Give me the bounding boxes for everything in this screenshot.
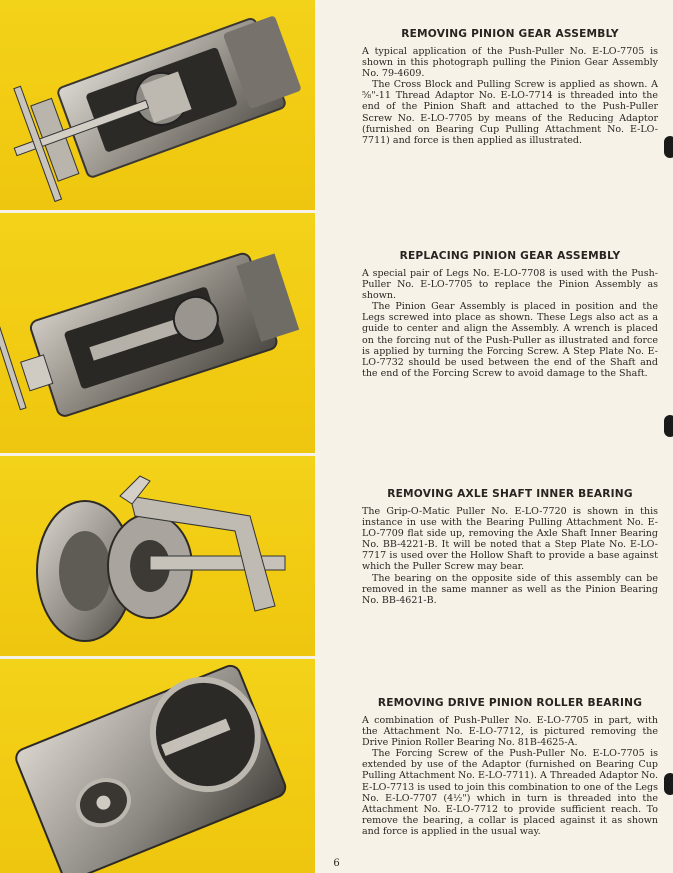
section-title: REMOVING DRIVE PINION ROLLER BEARING — [377, 697, 643, 709]
section-removing-axle-shaft-bearing — [362, 488, 658, 606]
binder-hole — [664, 773, 673, 795]
photo-pinion-gear-removal — [0, 0, 315, 210]
page-number: 6 — [333, 858, 340, 869]
section-paragraph: The Cross Block and Pulling Screw is applied as shown. A ⅝"-11 Thread Adaptor No. E-LO-7714 is threaded into the end of the Pinion Shaft and attached to the Push-Puller Screw No. E-LO-7705 by means of the Reducing Adaptor (furnished on Bearing Cup Pulling Attachment No. E-LO-7711) and force is then applied as illustrated. — [362, 79, 658, 146]
section-paragraph: A typical application of the Push-Puller No. E-LO-7705 is shown in this photograph pulling the Pinion Gear Assembly No. 79-4609. — [362, 46, 658, 80]
section-paragraph: The Pinion Gear Assembly is placed in position and the Legs screwed into place as shown. These Legs also act as a guide to center and align the Assembly. A wrench is placed on the forcing nut of the Push-Puller as illustrated and force is applied by turning the Forcing Screw. A Step Plate No. E-LO-7732 should be used between the end of the Shaft and the end of the Forcing Screw to avoid damage to the Shaft. — [362, 301, 658, 379]
section-removing-pinion-gear — [362, 28, 658, 146]
section-title: REMOVING PINION GEAR ASSEMBLY — [401, 28, 619, 40]
photo-axle-bearing-removal — [0, 456, 315, 656]
axle-bearing-photo — [0, 456, 315, 656]
pinion-housing-photo — [0, 0, 315, 210]
section-title: REMOVING AXLE SHAFT INNER BEARING — [387, 488, 633, 500]
pinion-replacement-photo — [0, 213, 315, 453]
binder-hole — [664, 415, 673, 437]
photo-pinion-gear-replacement — [0, 213, 315, 453]
section-paragraph: A special pair of Legs No. E-LO-7708 is used with the Push-Puller No. E-LO-7705 to replace the Pinion Assembly as shown. — [362, 268, 658, 302]
photo-drive-pinion-bearing-removal — [0, 659, 315, 873]
section-paragraph: The Forcing Screw of the Push-Puller No. E-LO-7705 is extended by use of the Adaptor (furnished on Bearing Cup Pulling Attachment No. E-LO-7711). A Threaded Adaptor No. E-LO-7713 is used to join this combination to one of the Legs No. E-LO-7707 (4½") which in turn is threaded into the Attachment No. E-LO-7712 to provide sufficient reach. To remove the bearing, a collar is placed against it as shown and force is applied in the usual way. — [362, 748, 658, 837]
section-paragraph: The bearing on the opposite side of this assembly can be removed in the same manner as well as the Pinion Bearing No. BB-4621-B. — [362, 572, 658, 606]
section-replacing-pinion-gear — [362, 250, 658, 379]
section-paragraph: A combination of Push-Puller No. E-LO-7705 in part, with the Attachment No. E-LO-7712, is pictured removing the Drive Pinion Roller Bearing No. 81B-4625-A. — [362, 715, 658, 749]
section-title: REPLACING PINION GEAR ASSEMBLY — [399, 250, 621, 262]
section-removing-drive-pinion-bearing — [362, 697, 658, 837]
binder-hole — [664, 136, 673, 158]
section-paragraph: The Grip-O-Matic Puller No. E-LO-7720 is shown in this instance in use with the Bearing Pulling Attachment No. E-LO-7709 flat side up, removing the Axle Shaft Inner Bearing No. BB-4221-B. It will be noted that a Step Plate No. E-LO-7717 is used over the Hollow Shaft to provide a base against which the Puller Screw may bear. — [362, 506, 658, 573]
drive-pinion-photo — [0, 659, 315, 873]
